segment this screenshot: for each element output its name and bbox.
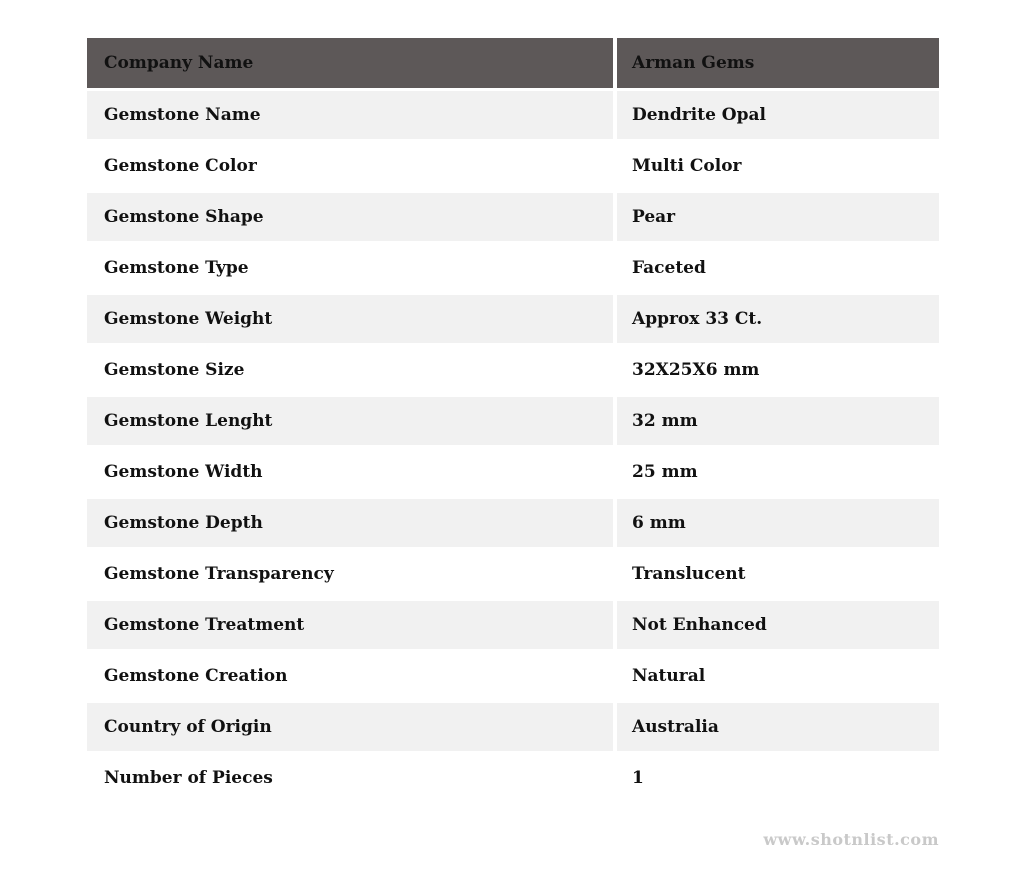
table-row bbox=[87, 448, 939, 496]
header-label-cell: Company Name bbox=[87, 38, 613, 88]
row-value: Natural bbox=[617, 652, 939, 700]
table-row bbox=[87, 244, 939, 292]
table-row bbox=[87, 346, 939, 394]
row-value: Australia bbox=[617, 703, 939, 751]
row-label: Gemstone Creation bbox=[87, 652, 613, 700]
table-row bbox=[87, 142, 939, 190]
spec-table-container bbox=[83, 35, 943, 805]
row-value: 6 mm bbox=[617, 499, 939, 547]
row-value: Dendrite Opal bbox=[617, 91, 939, 139]
row-label: Gemstone Width bbox=[87, 448, 613, 496]
row-value: 32 mm bbox=[617, 397, 939, 445]
table-row bbox=[87, 652, 939, 700]
table-row bbox=[87, 550, 939, 598]
row-label: Number of Pieces bbox=[87, 754, 613, 802]
row-value: Not Enhanced bbox=[617, 601, 939, 649]
table-row bbox=[87, 601, 939, 649]
website-watermark: www.shotnlist.com bbox=[763, 830, 939, 849]
row-value: Approx 33 Ct. bbox=[617, 295, 939, 343]
row-value: Pear bbox=[617, 193, 939, 241]
row-value: Multi Color bbox=[617, 142, 939, 190]
gemstone-spec-table bbox=[83, 35, 943, 805]
row-label: Gemstone Name bbox=[87, 91, 613, 139]
row-label: Gemstone Color bbox=[87, 142, 613, 190]
table-header-row bbox=[87, 38, 939, 88]
row-label: Gemstone Weight bbox=[87, 295, 613, 343]
header-value-cell: Arman Gems bbox=[617, 38, 939, 88]
table-row bbox=[87, 397, 939, 445]
table-row bbox=[87, 193, 939, 241]
row-label: Gemstone Size bbox=[87, 346, 613, 394]
row-value: Faceted bbox=[617, 244, 939, 292]
row-label: Gemstone Treatment bbox=[87, 601, 613, 649]
table-row bbox=[87, 91, 939, 139]
table-row bbox=[87, 703, 939, 751]
row-label: Gemstone Shape bbox=[87, 193, 613, 241]
table-row bbox=[87, 499, 939, 547]
row-label: Gemstone Lenght bbox=[87, 397, 613, 445]
row-value: 1 bbox=[617, 754, 939, 802]
row-label: Country of Origin bbox=[87, 703, 613, 751]
row-value: 25 mm bbox=[617, 448, 939, 496]
table-row bbox=[87, 295, 939, 343]
row-label: Gemstone Transparency bbox=[87, 550, 613, 598]
row-value: 32X25X6 mm bbox=[617, 346, 939, 394]
table-row bbox=[87, 754, 939, 802]
row-value: Translucent bbox=[617, 550, 939, 598]
row-label: Gemstone Depth bbox=[87, 499, 613, 547]
row-label: Gemstone Type bbox=[87, 244, 613, 292]
